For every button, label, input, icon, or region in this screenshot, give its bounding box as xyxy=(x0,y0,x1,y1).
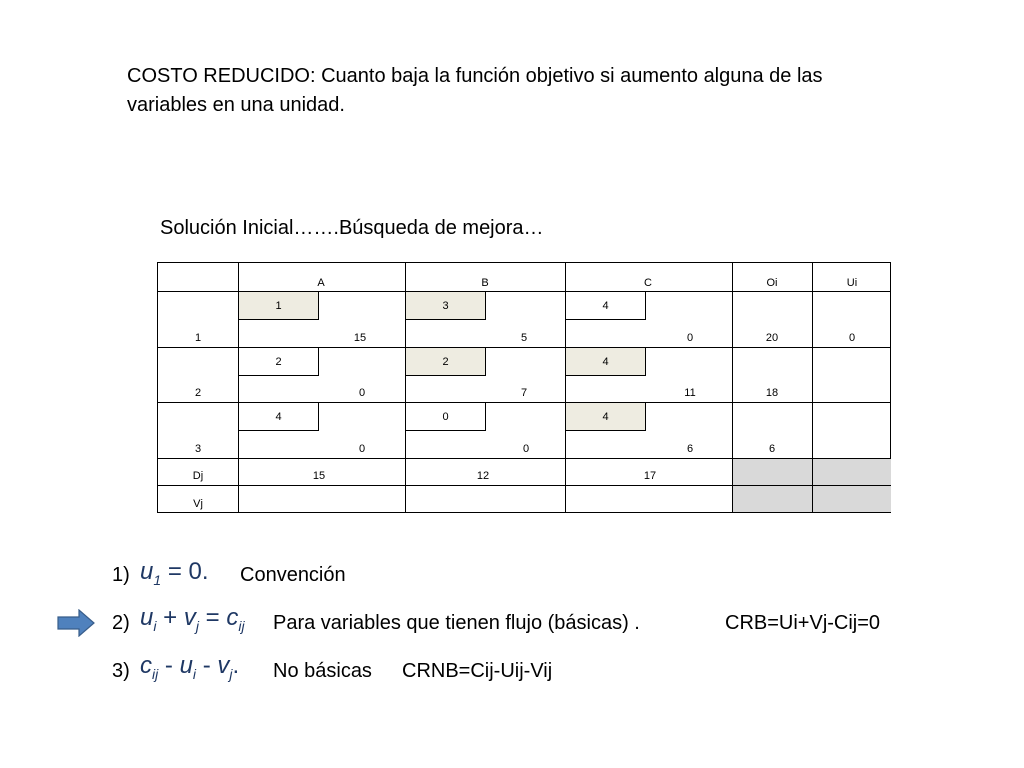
item-1-formula: $u_1 = 0$. xyxy=(140,558,209,588)
item-1-number: 1) xyxy=(112,564,130,586)
item-2-text: Para variables que tienen flujo (básicas) . xyxy=(273,612,640,634)
flow-cell: 6 xyxy=(686,443,694,455)
header-b: B xyxy=(481,277,489,289)
shaded-cell xyxy=(813,459,891,485)
item-3-text: No básicas xyxy=(273,660,372,682)
header-a: A xyxy=(317,277,325,289)
ui-cell: 0 xyxy=(848,332,856,344)
flow-cell: 0 xyxy=(358,387,366,399)
flow-cell: 7 xyxy=(520,387,528,399)
row-label: 3 xyxy=(194,443,202,455)
flow-cell: 15 xyxy=(353,332,367,344)
item-2-formula: $u_i + v_j = c_{ij}$ xyxy=(140,604,245,634)
oi-cell: 18 xyxy=(765,387,779,399)
item-2-extra: CRB=Ui+Vj-Cij=0 xyxy=(725,612,881,634)
header-oi: Oi xyxy=(766,277,778,289)
page-title: COSTO REDUCIDO: Cuanto baja la función objetivo si aumento alguna de las variables en una unidad. xyxy=(127,65,823,116)
item-1-text: Convención xyxy=(240,564,346,586)
subtitle: Solución Inicial…….Búsqueda de mejora… xyxy=(160,217,544,239)
shaded-cell xyxy=(733,459,812,485)
dj-cell: 15 xyxy=(312,470,326,482)
cost-cell: 2 xyxy=(239,348,319,376)
flow-cell: 0 xyxy=(358,443,366,455)
oi-cell: 20 xyxy=(765,332,779,344)
flow-cell: 0 xyxy=(686,332,694,344)
shaded-cell xyxy=(733,486,812,512)
row-label: 1 xyxy=(194,332,202,344)
cost-cell: 3 xyxy=(406,292,486,320)
cost-cell: 2 xyxy=(406,348,486,376)
item-2-number: 2) xyxy=(112,612,130,634)
cost-cell: 0 xyxy=(406,403,486,431)
header-ui: Ui xyxy=(846,277,858,289)
dj-label: Dj xyxy=(192,470,204,482)
vj-label: Vj xyxy=(193,498,203,510)
cost-cell: 4 xyxy=(566,292,646,320)
item-3-number: 3) xyxy=(112,660,130,682)
cost-cell: 1 xyxy=(239,292,319,320)
flow-cell: 0 xyxy=(522,443,530,455)
flow-cell: 11 xyxy=(684,387,696,399)
item-3-formula: $c_{ij} - u_i - v_j$. xyxy=(140,652,240,682)
row-label: 2 xyxy=(194,387,202,399)
arrow-right-icon xyxy=(57,609,95,637)
item-3-extra: CRNB=Cij-Uij-Vij xyxy=(402,660,553,682)
dj-cell: 12 xyxy=(476,470,490,482)
cost-cell: 4 xyxy=(566,403,646,431)
shaded-cell xyxy=(813,486,891,512)
flow-cell: 5 xyxy=(520,332,528,344)
dj-cell: 17 xyxy=(643,470,657,482)
oi-cell: 6 xyxy=(768,443,776,455)
cost-cell: 4 xyxy=(566,348,646,376)
transportation-table xyxy=(157,262,891,513)
cost-cell: 4 xyxy=(239,403,319,431)
header-c: C xyxy=(644,277,652,289)
